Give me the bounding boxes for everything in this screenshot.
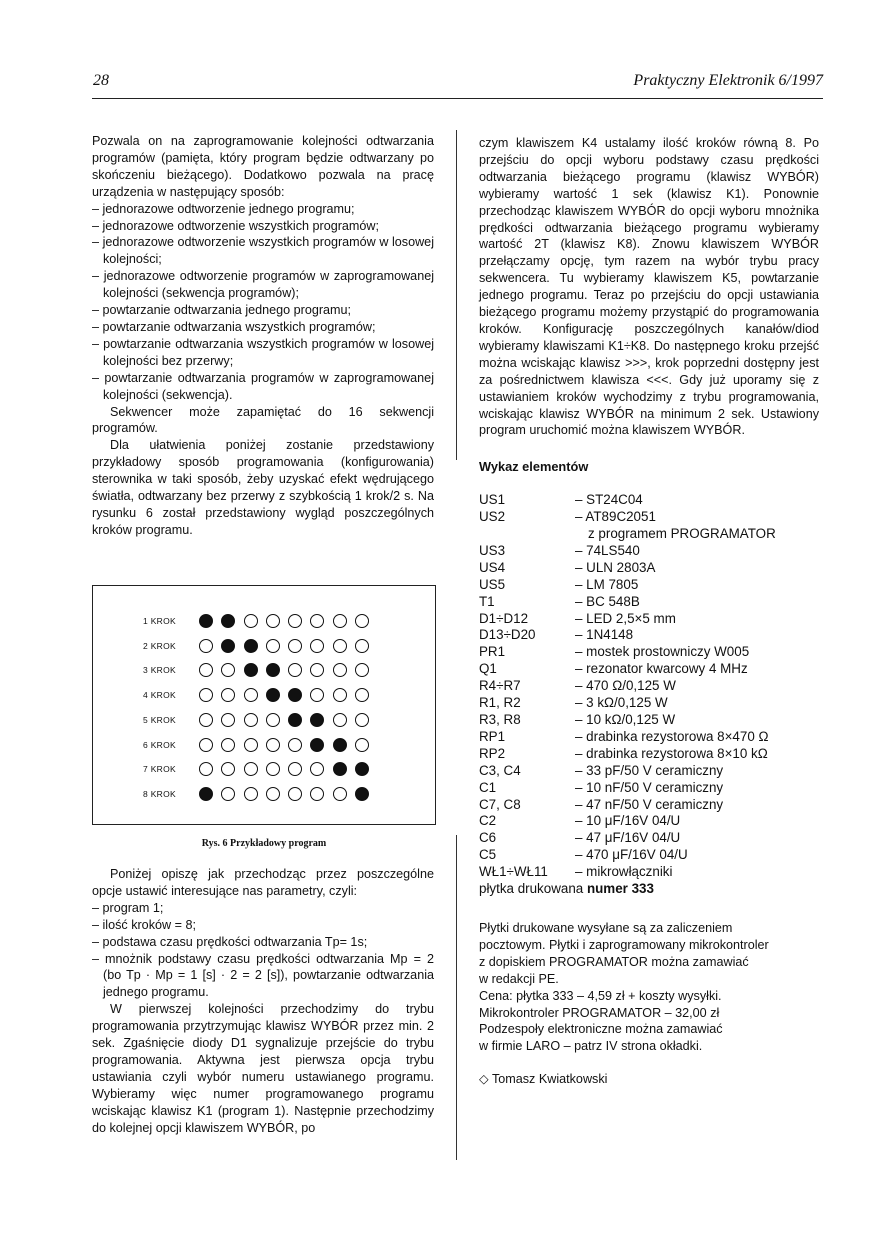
led-off-icon bbox=[355, 639, 369, 653]
led-on-icon bbox=[288, 688, 302, 702]
part-ref: US5 bbox=[479, 576, 506, 592]
part-row bbox=[479, 509, 819, 526]
part-value: – drabinka rezystorowa 8×10 kΩ bbox=[575, 745, 768, 761]
led-on-icon bbox=[199, 787, 213, 801]
page-number: 28 bbox=[93, 72, 109, 89]
led-off-icon bbox=[199, 762, 213, 776]
list-item: – mnożnik podstawy czasu prędkości odtwarzania Mp = 2 (bo Tp · Mp = 1 [s] · 2 = 2 [s]), powtarzanie odtwarzania jednego programu. bbox=[92, 951, 434, 1000]
part-ref: C2 bbox=[479, 813, 497, 829]
part-value: – 470 μF/16V 04/U bbox=[575, 847, 688, 863]
led-on-icon bbox=[221, 614, 235, 628]
list-item: – ilość kroków = 8; bbox=[92, 917, 196, 932]
part-value: – 10 kΩ/0,125 W bbox=[575, 712, 676, 727]
led-off-icon bbox=[221, 663, 235, 677]
part-value: – 47 μF/16V 04/U bbox=[575, 830, 681, 846]
led-off-icon bbox=[310, 639, 324, 653]
led-off-icon bbox=[333, 614, 347, 628]
part-value: – LED 2,5×5 mm bbox=[575, 610, 676, 626]
part-ref: Q1 bbox=[479, 661, 497, 677]
part-row bbox=[479, 661, 819, 678]
order-line: w redakcji PE. bbox=[479, 971, 559, 986]
column-divider bbox=[456, 130, 457, 460]
list-item: – powtarzanie odtwarzania wszystkich programów; bbox=[92, 319, 376, 334]
list-item: – powtarzanie odtwarzania jednego programu; bbox=[92, 303, 352, 318]
led-off-icon bbox=[199, 663, 213, 677]
part-ref: C7, C8 bbox=[479, 796, 521, 812]
led-off-icon bbox=[244, 787, 258, 801]
part-value: – BC 548B bbox=[575, 593, 640, 609]
part-value: – 33 pF/50 V ceramiczny bbox=[575, 762, 724, 778]
led-off-icon bbox=[310, 663, 324, 677]
krok-row bbox=[143, 661, 377, 679]
led-on-icon bbox=[266, 688, 280, 702]
krok-label: 2 KROK bbox=[143, 640, 176, 651]
led-off-icon bbox=[221, 713, 235, 727]
list-item: – podstawa czasu prędkości odtwarzania Tp= 1s; bbox=[92, 934, 368, 949]
led-off-icon bbox=[310, 762, 324, 776]
part-value: – 47 nF/50 V ceramiczny bbox=[575, 796, 724, 812]
part-ref: PR1 bbox=[479, 644, 506, 660]
krok-label: 5 KROK bbox=[143, 714, 176, 725]
krok-row bbox=[143, 736, 377, 754]
part-ref: R1, R2 bbox=[479, 695, 521, 711]
part-row bbox=[479, 695, 819, 712]
led-on-icon bbox=[355, 762, 369, 776]
led-off-icon bbox=[266, 713, 280, 727]
part-value: – mostek prostowniczy W005 bbox=[575, 644, 750, 660]
led-on-icon bbox=[244, 663, 258, 677]
krok-label: 7 KROK bbox=[143, 764, 176, 775]
led-off-icon bbox=[244, 614, 258, 628]
part-row bbox=[479, 526, 819, 543]
led-off-icon bbox=[244, 738, 258, 752]
led-off-icon bbox=[266, 787, 280, 801]
part-value: – rezonator kwarcowy 4 MHz bbox=[575, 661, 748, 677]
part-row bbox=[479, 627, 819, 644]
order-line: z dopiskiem PROGRAMATOR można zamawiać bbox=[479, 954, 749, 969]
part-value: – 10 nF/50 V ceramiczny bbox=[575, 779, 724, 795]
part-row bbox=[479, 543, 819, 560]
order-line: Podzespoły elektroniczne można zamawiać bbox=[479, 1022, 723, 1037]
parts-list bbox=[479, 492, 819, 881]
paragraph: czym klawiszem K4 ustalamy ilość kroków równą 8. Po przejściu do opcji wyboru podstawy czasu prędkości odtwarzania bieżącego programu (klawisz WYBÓR) wybieramy wartość 1 sek (klawisz K1). Ponownie przechodząc klawiszem WYBÓR do opcji wyboru mnożnika prędkości odtwarzania bieżącego programu wybieramy wartość 2T (klawisz K8). Znowu klawiszem WYBÓR przełączamy opcję, tym razem na wybór trybu pracy sekwencera. Tu wybieramy klawiszem K5, powtarzanie jednego programu. Teraz po przejściu do opcji ustawiania bieżącego programu możemy przystąpić do programowania kroków. Konfigurację poszczególnych kanałów/diod wybieramy klawiszami K1÷K8. Do następnego kroku przejść można wciskając klawisz >>>, krok poprzedni dostępny jest za pośrednictwem klawisza <<<. Gdy już uporamy się z ustawianiem kroków wychodzimy z trybu programowania, wciskając klawisz WYBÓR na minimum 2 sek. Ustawiony program uruchomić można klawiszem WYBÓR. bbox=[479, 136, 819, 438]
part-value: – 3 kΩ/0,125 W bbox=[575, 695, 668, 711]
part-ref: US3 bbox=[479, 542, 506, 558]
order-line: Mikrokontroler PROGRAMATOR – 32,00 zł bbox=[479, 1005, 720, 1020]
krok-row bbox=[143, 686, 377, 704]
order-line: Płytki drukowane wysyłane są za zaliczeniem bbox=[479, 920, 733, 935]
part-row bbox=[479, 830, 819, 847]
part-ref: US1 bbox=[479, 492, 506, 508]
krok-label: 8 KROK bbox=[143, 788, 176, 799]
part-row bbox=[479, 560, 819, 577]
part-value: z programem PROGRAMATOR bbox=[588, 526, 776, 542]
led-off-icon bbox=[288, 762, 302, 776]
part-ref: R3, R8 bbox=[479, 712, 521, 727]
led-off-icon bbox=[199, 713, 213, 727]
part-row bbox=[479, 712, 819, 729]
led-off-icon bbox=[221, 787, 235, 801]
led-off-icon bbox=[221, 688, 235, 702]
krok-row bbox=[143, 711, 377, 729]
part-row bbox=[479, 847, 819, 864]
part-value: – LM 7805 bbox=[575, 576, 639, 592]
part-ref: US4 bbox=[479, 559, 506, 575]
led-off-icon bbox=[266, 639, 280, 653]
list-item: – powtarzanie odtwarzania wszystkich programów w losowej kolejności bez przerwy; bbox=[92, 336, 434, 368]
led-on-icon bbox=[333, 762, 347, 776]
part-row bbox=[479, 780, 819, 797]
krok-label: 4 KROK bbox=[143, 690, 176, 701]
led-off-icon bbox=[333, 713, 347, 727]
part-row bbox=[479, 797, 819, 814]
part-value: – 74LS540 bbox=[575, 542, 640, 558]
led-off-icon bbox=[333, 787, 347, 801]
part-ref: WŁ1÷WŁ11 bbox=[479, 864, 548, 880]
figure-caption: Rys. 6 Przykładowy program bbox=[201, 838, 327, 849]
part-ref: C6 bbox=[479, 830, 497, 846]
led-off-icon bbox=[355, 713, 369, 727]
led-off-icon bbox=[244, 713, 258, 727]
part-ref: RP2 bbox=[479, 745, 506, 761]
paragraph: Poniżej opiszę jak przechodząc przez poszczególne opcje ustawić interesujące nas parametry, czyli: bbox=[92, 867, 434, 898]
part-ref: US2 bbox=[479, 509, 506, 525]
paragraph: W pierwszej kolejności przechodzimy do trybu programowania przytrzymując klawisz WYBÓR przez min. 2 sek. Zgaśnięcie diody D1 sygnalizuje przejście do trybu programowania. Aktywna jest pierwsza opcja trybu ustawiania czyli wybór numeru ustawianego programu. Wybieramy więc numer programowanego programu wciskając klawisz K1 (program 1). Następnie przechodzimy do kolejnej opcji klawiszem WYBÓR, po bbox=[92, 1002, 434, 1135]
list-item: – powtarzanie odtwarzania programów w zaprogramowanej kolejności (sekwencja). bbox=[92, 370, 434, 402]
part-ref: RP1 bbox=[479, 728, 506, 744]
part-row bbox=[479, 644, 819, 661]
led-on-icon bbox=[333, 738, 347, 752]
part-row bbox=[479, 594, 819, 611]
paragraph: Dla ułatwienia poniżej zostanie przedstawiony przykładowy sposób programowania (konfigurowania) sterownika w taki sposób, żeby uzyskać efekt wędrującego światła, odtwarzany bez przerwy z szybkością 1 krok/2 s. Na rysunku 6 został przedstawiony wygląd poszczególnych kroków programu. bbox=[92, 438, 434, 537]
led-off-icon bbox=[355, 738, 369, 752]
krok-label: 6 KROK bbox=[143, 739, 176, 750]
led-off-icon bbox=[266, 614, 280, 628]
part-row bbox=[479, 611, 819, 628]
krok-row bbox=[143, 612, 377, 630]
part-value: – drabinka rezystorowa 8×470 Ω bbox=[575, 728, 769, 744]
author-signature: ◇ Tomasz Kwiatkowski bbox=[479, 1072, 608, 1087]
led-off-icon bbox=[221, 738, 235, 752]
part-value: – ST24C04 bbox=[575, 492, 643, 508]
part-ref: D1÷D12 bbox=[479, 610, 529, 626]
led-on-icon bbox=[221, 639, 235, 653]
led-on-icon bbox=[244, 639, 258, 653]
led-off-icon bbox=[355, 614, 369, 628]
list-item: – program 1; bbox=[92, 900, 164, 915]
part-ref: R4÷R7 bbox=[479, 678, 521, 694]
led-off-icon bbox=[288, 787, 302, 801]
led-on-icon bbox=[310, 738, 324, 752]
led-off-icon bbox=[310, 688, 324, 702]
krok-label: 3 KROK bbox=[143, 665, 176, 676]
part-value: – 1N4148 bbox=[575, 627, 634, 643]
led-off-icon bbox=[244, 688, 258, 702]
led-off-icon bbox=[288, 663, 302, 677]
order-line: w firmie LARO – patrz IV strona okładki. bbox=[479, 1039, 703, 1054]
part-row bbox=[479, 763, 819, 780]
part-ref: C3, C4 bbox=[479, 762, 521, 778]
part-row bbox=[479, 577, 819, 594]
part-value: – 10 μF/16V 04/U bbox=[575, 813, 681, 829]
krok-row bbox=[143, 785, 377, 803]
pcb-prefix: płytka drukowana bbox=[479, 881, 587, 897]
pcb-line bbox=[479, 881, 819, 898]
parts-list-title: Wykaz elementów bbox=[479, 459, 589, 475]
part-row bbox=[479, 746, 819, 763]
header-rule bbox=[92, 98, 823, 99]
led-off-icon bbox=[199, 639, 213, 653]
left-column-top bbox=[92, 133, 434, 539]
column-divider-lower bbox=[456, 835, 457, 1160]
led-off-icon bbox=[310, 787, 324, 801]
part-ref: D13÷D20 bbox=[479, 627, 536, 643]
krok-row bbox=[143, 760, 377, 778]
led-on-icon bbox=[355, 787, 369, 801]
led-off-icon bbox=[333, 639, 347, 653]
led-off-icon bbox=[288, 738, 302, 752]
part-row bbox=[479, 492, 819, 509]
led-off-icon bbox=[266, 762, 280, 776]
magazine-title: Praktyczny Elektronik 6/1997 bbox=[633, 72, 823, 89]
list-item: – jednorazowe odtworzenie programów w zaprogramowanej kolejności (sekwencja programów); bbox=[92, 269, 434, 301]
list-item: – jednorazowe odtworzenie wszystkich programów w losowej kolejności; bbox=[92, 235, 434, 267]
left-column-bottom bbox=[92, 866, 434, 1137]
part-ref: T1 bbox=[479, 593, 495, 609]
led-off-icon bbox=[266, 738, 280, 752]
part-row bbox=[479, 864, 819, 881]
led-off-icon bbox=[288, 614, 302, 628]
led-off-icon bbox=[355, 663, 369, 677]
pcb-number: numer 333 bbox=[586, 881, 654, 897]
led-off-icon bbox=[244, 762, 258, 776]
right-column bbox=[479, 135, 819, 1088]
led-on-icon bbox=[199, 614, 213, 628]
led-off-icon bbox=[333, 663, 347, 677]
part-value: – 470 Ω/0,125 W bbox=[575, 678, 676, 694]
part-value: – ULN 2803A bbox=[575, 559, 656, 575]
paragraph: Sekwencer może zapamiętać do 16 sekwencji programów. bbox=[92, 404, 434, 436]
part-ref: C1 bbox=[479, 779, 497, 795]
led-on-icon bbox=[266, 663, 280, 677]
led-off-icon bbox=[355, 688, 369, 702]
part-value: – mikrowłączniki bbox=[575, 864, 673, 880]
paragraph: Pozwala on na zaprogramowanie kolejności odtwarzania programów (pamięta, który program będzie odtwarzany po skończeniu bieżącego). Dodatkowo pozwala na pracę urządzenia w następujący sposób: bbox=[92, 134, 434, 199]
led-on-icon bbox=[310, 713, 324, 727]
led-off-icon bbox=[310, 614, 324, 628]
part-ref: C5 bbox=[479, 847, 497, 863]
figure-program-steps bbox=[92, 585, 436, 825]
led-off-icon bbox=[199, 688, 213, 702]
list-item: – jednorazowe odtworzenie jednego programu; bbox=[92, 201, 355, 216]
order-line: Cena: płytka 333 – 4,59 zł + koszty wysyłki. bbox=[479, 988, 722, 1003]
led-off-icon bbox=[221, 762, 235, 776]
part-row bbox=[479, 813, 819, 830]
order-line: pocztowym. Płytki i zaprogramowany mikrokontroler bbox=[479, 937, 769, 952]
krok-row bbox=[143, 637, 377, 655]
led-off-icon bbox=[199, 738, 213, 752]
part-row bbox=[479, 678, 819, 695]
krok-label: 1 KROK bbox=[143, 616, 176, 626]
part-ref bbox=[479, 526, 575, 543]
led-off-icon bbox=[288, 639, 302, 653]
led-off-icon bbox=[333, 688, 347, 702]
order-info bbox=[479, 920, 819, 1055]
part-value: – AT89C2051 bbox=[575, 509, 656, 525]
part-row bbox=[479, 729, 819, 746]
list-item: – jednorazowe odtworzenie wszystkich programów; bbox=[92, 218, 379, 233]
led-on-icon bbox=[288, 713, 302, 727]
